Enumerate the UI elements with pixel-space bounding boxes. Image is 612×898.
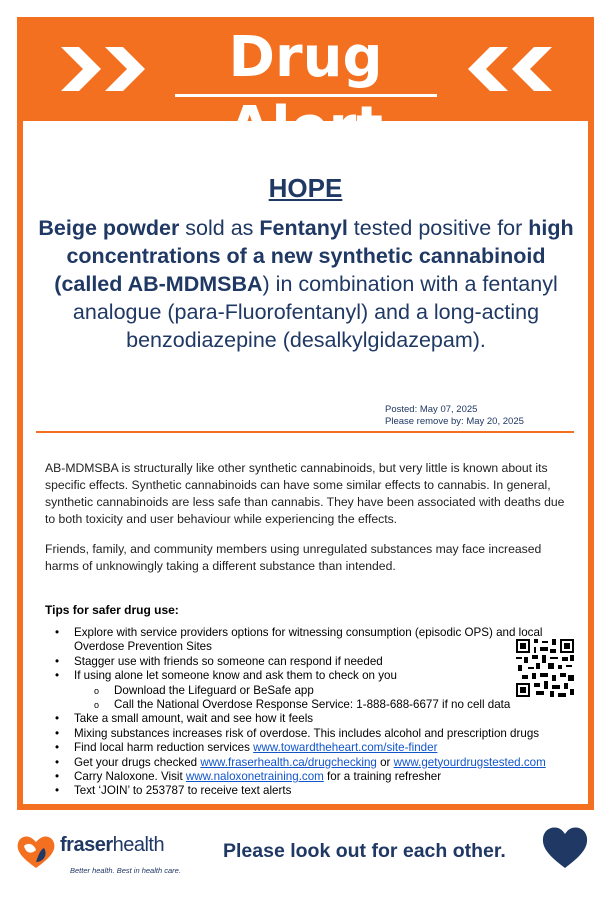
list-item: • Mixing substances increases risk of overdose. This includes alcohol and prescription drugs xyxy=(55,726,540,740)
heart-hands-logo-icon xyxy=(14,832,58,872)
posted-info xyxy=(385,404,524,428)
drug-checking-link[interactable]: www.fraserhealth.ca/drugchecking xyxy=(200,755,377,769)
divider xyxy=(36,431,574,433)
sub-list-item: o Call the National Overdose Response Service: 1-888-688-6677 if no cell data xyxy=(94,698,511,712)
headline-part: Beige powder sold as Fentanyl tested positive for high concentrations of a new synthetic cannabinoid (called AB-MDMSBA) in combination with a fentanyl analogue (para-Fluorofentanyl) and a long-acting benzodiazepine (desalkylgidazepam). xyxy=(38,216,574,352)
list-item: • Get your drugs checked www.fraserhealth.ca/drugchecking or www.getyourdrugstested.com xyxy=(55,755,546,769)
harm-reduction-link[interactable]: www.towardtheheart.com/site-finder xyxy=(253,741,438,755)
list-item: • Take a small amount, wait and see how it feels xyxy=(55,712,314,726)
fraserhealth-logo xyxy=(14,826,189,886)
title-underline xyxy=(175,94,437,97)
page-title: Drug xyxy=(228,25,383,90)
remove-date: Please remove by: May 20, 2025 xyxy=(385,416,524,427)
list-item: • Stagger use with friends so someone can respond if needed xyxy=(55,654,383,668)
info-paragraph: AB-MDMSBA is structurally like other synthetic cannabinoids, but very little is known about its specific effects. Synthetic cannabinoids can have some similar effects to cannabis. In general, synthetic cannabinoids are less safe than cannabis. They have been associated with deaths due to both toxicity and user behaviour while experiencing the effects. xyxy=(45,461,565,526)
posted-date: Posted: May 07, 2025 xyxy=(385,404,478,415)
list-item: • Carry Naloxone. Visit www.naloxonetraining.com for a training refresher xyxy=(55,770,442,784)
footer-slogan: Please look out for each other. xyxy=(223,840,506,862)
list-item: • Text ‘JOIN’ to 253787 to receive text alerts xyxy=(55,784,292,798)
logo-wordmark: fraserhealth xyxy=(60,834,165,856)
tips-title: Tips for safer drug use: xyxy=(45,603,179,617)
logo-tagline: Better health. Best in health care. xyxy=(70,866,181,875)
tips-list xyxy=(45,626,585,799)
alert-frame xyxy=(17,17,594,810)
drugs-tested-link[interactable]: www.getyourdrugstested.com xyxy=(393,755,546,769)
sub-list-item: o Download the Lifeguard or BeSafe app xyxy=(94,683,314,697)
alert-body xyxy=(23,121,588,804)
qr-code-icon[interactable] xyxy=(516,639,574,697)
info-paragraph: Friends, family, and community members using unregulated substances may face increased harms of unknowingly taking a different substance than intended. xyxy=(45,542,542,573)
heart-icon xyxy=(541,826,589,870)
naloxone-training-link[interactable]: www.naloxonetraining.com xyxy=(185,770,324,784)
list-item: • Explore with service providers options for witnessing consumption (episodic OPS) and local Overdose Prevention Sites xyxy=(55,626,543,654)
alert-name: HOPE xyxy=(268,173,343,203)
double-chevron-left-icon xyxy=(464,47,552,91)
alert-headline xyxy=(31,214,581,354)
list-item: • If using alone let someone know and ask them to check on you xyxy=(55,669,397,683)
double-chevron-right-icon xyxy=(61,47,149,91)
header-band xyxy=(17,17,594,121)
list-item: • Find local harm reduction services www.towardtheheart.com/site-finder xyxy=(55,741,438,755)
